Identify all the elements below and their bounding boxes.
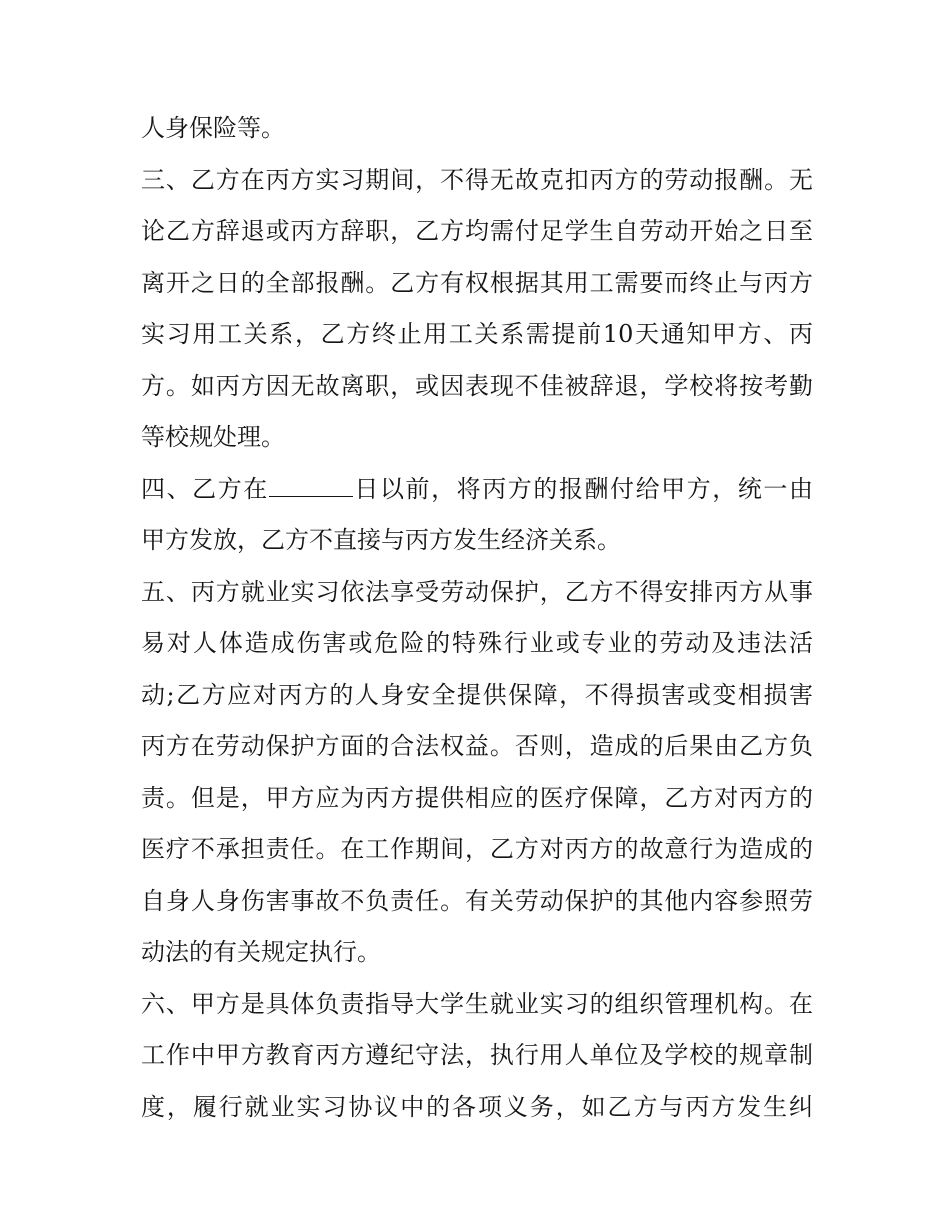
text-after-blank: 日以前，将丙方的报酬付给甲方，统一由 bbox=[352, 474, 813, 503]
text-line: 实习用工关系，乙方终止用工关系需提前10天通知甲方、丙 bbox=[141, 320, 813, 348]
text-line: 动;乙方应对丙方的人身安全提供保障，不得损害或变相损害 bbox=[141, 680, 813, 709]
text-before-blank: 四、乙方在 bbox=[141, 474, 269, 503]
text-line: 丙方在劳动保护方面的合法权益。否则，造成的后果由乙方负 bbox=[141, 732, 813, 760]
text-line: 方。如丙方因无故离职，或因表现不佳被辞退，学校将按考勤 bbox=[141, 371, 813, 400]
text-line: 甲方发放，乙方不直接与丙方发生经济关系。 bbox=[141, 526, 621, 554]
text-line: 易对人体造成伤害或危险的特殊行业或专业的劳动及违法活 bbox=[141, 629, 813, 657]
text-line: 医疗不承担责任。在工作期间，乙方对丙方的故意行为造成的 bbox=[141, 835, 813, 863]
contract-text bbox=[141, 103, 813, 1133]
text-line-with-blank bbox=[141, 464, 813, 516]
fill-in-blank bbox=[269, 474, 353, 497]
text-line: 责。但是，甲方应为丙方提供相应的医疗保障，乙方对丙方的 bbox=[141, 783, 813, 812]
text-line: 离开之日的全部报酬。乙方有权根据其用工需要而终止与丙方 bbox=[141, 268, 813, 297]
text-line: 等校规处理。 bbox=[141, 423, 285, 451]
text-line: 动法的有关规定执行。 bbox=[141, 938, 381, 966]
text-line: 度，履行就业实习协议中的各项义务，如乙方与丙方发生纠 bbox=[141, 1092, 813, 1121]
text-line: 工作中甲方教育丙方遵纪守法，执行用人单位及学校的规章制 bbox=[141, 1041, 813, 1069]
text-line: 自身人身伤害事故不负责任。有关劳动保护的其他内容参照劳 bbox=[141, 886, 813, 915]
text-line: 六、甲方是具体负责指导大学生就业实习的组织管理机构。在 bbox=[141, 989, 813, 1018]
text-line: 论乙方辞退或丙方辞职，乙方均需付足学生自劳动开始之日至 bbox=[141, 217, 813, 245]
text-line: 五、丙方就业实习依法享受劳动保护，乙方不得安排丙方从事 bbox=[141, 577, 813, 606]
text-line: 人身保险等。 bbox=[141, 114, 285, 142]
text-line: 三、乙方在丙方实习期间，不得无故克扣丙方的劳动报酬。无 bbox=[141, 165, 813, 194]
